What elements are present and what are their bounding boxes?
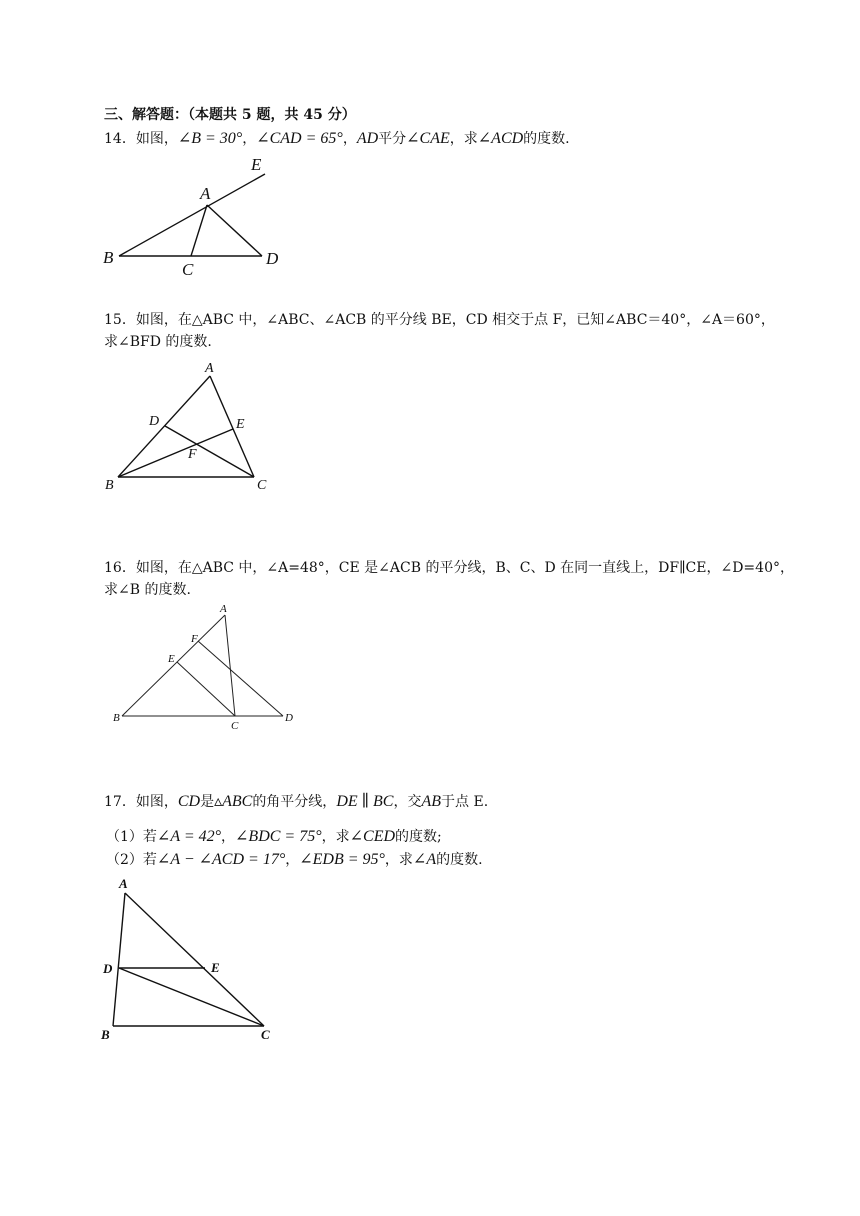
q17-p1-prefix: （1）若	[106, 829, 157, 845]
q14-sep: ，	[242, 131, 257, 147]
q17-p1-find: ，求	[321, 829, 350, 845]
section-title: 三、解答题：（本题共 5 题，共 45 分）	[104, 107, 356, 123]
question-15-line-2: 求∠BFD 的度数.	[104, 334, 212, 350]
q16-label-a: A	[220, 603, 227, 615]
q17-p1-angle-a: ∠A = 42°	[156, 828, 222, 845]
q15-label-f: F	[188, 447, 197, 462]
q17-p1-sep: ，	[221, 829, 236, 845]
q17-text-is: 是	[200, 794, 215, 810]
q14-label-c: C	[182, 260, 194, 279]
q14-angle-cae: ∠CAE	[406, 130, 450, 147]
q15-label-a: A	[205, 361, 214, 376]
q17-p2-angle-a: ∠A	[412, 851, 437, 868]
q17-segment-cd	[119, 968, 264, 1026]
q17-text-bisector: 的角平分线，	[252, 794, 337, 810]
q14-sep-2: ，	[342, 131, 357, 147]
q17-p2-end: 的度数.	[436, 852, 483, 868]
q15-label-c: C	[257, 478, 267, 493]
question-16-line-2: 求∠B 的度数.	[104, 582, 191, 598]
q15-label-b: B	[105, 478, 114, 493]
q17-number: 17．如图，	[104, 794, 178, 810]
q17-p1-end: 的度数;	[395, 829, 442, 845]
q16-label-c: C	[231, 720, 239, 732]
q14-condition-angle-cad: ∠CAD = 65°	[256, 130, 343, 147]
q17-p1-angle-ced: ∠CED	[349, 828, 396, 845]
q17-p2-prefix: （2）若	[106, 852, 157, 868]
q14-condition-angle-b: ∠B = 30°	[177, 130, 243, 147]
q17-text-point-e: 于点 E.	[441, 794, 489, 810]
q17-label-d: D	[103, 961, 113, 976]
question-15-line-1: 15．如图，在△ABC 中，∠ABC、∠ACB 的平分线 BE，CD 相交于点 F，已知∠ABC＝40°，∠A＝60°，	[104, 312, 775, 328]
q17-label-a: A	[119, 876, 128, 891]
q17-label-b: B	[101, 1027, 110, 1042]
q17-p2-angle-diff: ∠A − ∠ACD = 17°	[156, 851, 286, 868]
q17-p2-find: ，求	[384, 852, 413, 868]
q14-label-b: B	[103, 248, 114, 267]
q15-label-e: E	[236, 417, 245, 432]
q17-segment-cd: CD	[177, 793, 201, 810]
q16-label-b: B	[113, 712, 120, 724]
q17-side-ac	[125, 893, 264, 1026]
q17-triangle-abc: ▵ABC	[214, 793, 253, 810]
q17-label-c: C	[261, 1027, 270, 1042]
q14-number: 14．如图，	[104, 131, 178, 147]
q17-parallel-de-bc: DE ∥ BC	[336, 793, 394, 810]
q14-segment-ad: AD	[356, 130, 379, 147]
q17-segment-ab: AB	[421, 793, 442, 810]
q17-p2-angle-edb: ∠EDB = 95°	[299, 851, 385, 868]
q17-label-e: E	[211, 960, 220, 975]
q14-label-a: A	[200, 184, 211, 203]
q17-side-ab	[113, 893, 125, 1026]
q14-text-bisects: 平分	[378, 131, 407, 147]
q14-label-e: E	[251, 155, 262, 174]
q14-angle-acd: ∠ACD	[477, 130, 524, 147]
q14-text-degree: 的度数.	[523, 131, 570, 147]
q16-label-e: E	[168, 653, 175, 665]
q16-label-d: D	[285, 712, 293, 724]
q16-label-f: F	[191, 633, 198, 645]
q15-label-d: D	[149, 414, 160, 429]
q17-p1-angle-bdc: ∠BDC = 75°	[235, 828, 322, 845]
q14-label-d: D	[266, 249, 279, 268]
q14-text-find: ，求	[449, 131, 478, 147]
q17-p2-sep: ，	[285, 852, 300, 868]
question-16-line-1: 16．如图，在△ABC 中，∠A=48°，CE 是∠ACB 的平分线，B、C、D 在同一直线上，DF∥CE，∠D=40°，	[104, 560, 794, 576]
q17-text-intersect: ，交	[393, 794, 422, 810]
